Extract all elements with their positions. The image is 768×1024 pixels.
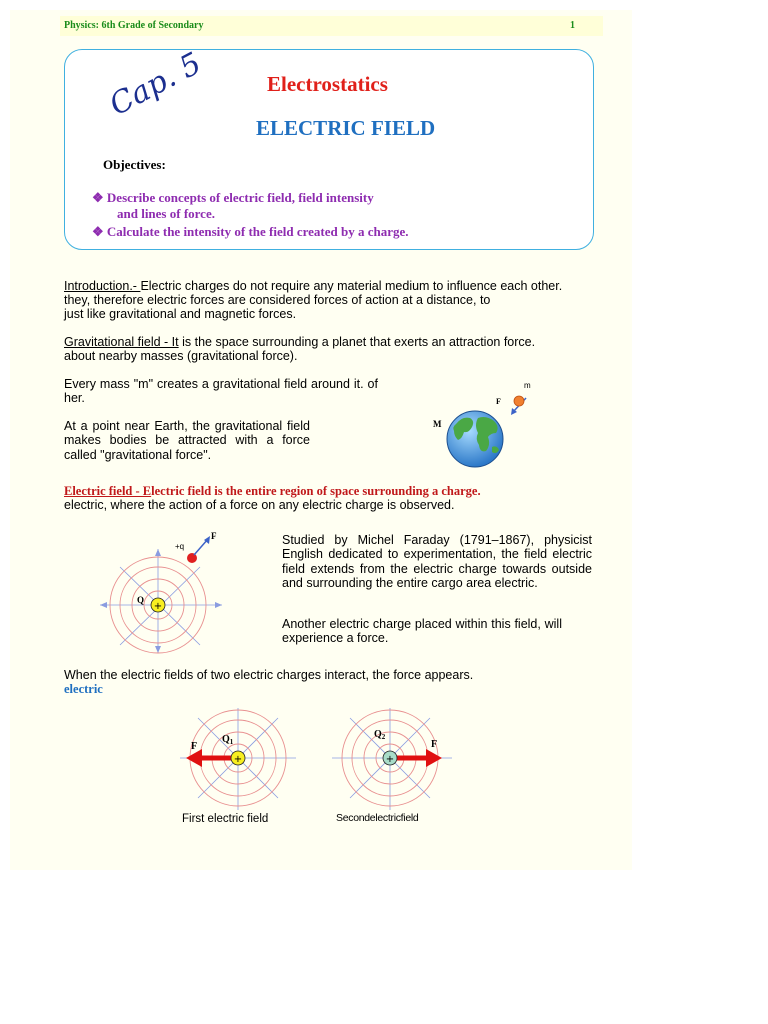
- test-charge: [187, 553, 197, 563]
- electric-force-label: F: [211, 531, 217, 541]
- test-charge-label: +q: [175, 542, 185, 551]
- intro-line-2: they, therefore electric forces are considered forces of action at a distance, to: [64, 293, 491, 307]
- chapter-subtitle: ELECTRIC FIELD: [256, 116, 436, 140]
- objective-1-line-1: ❖ Describe concepts of electric field, field intensity: [92, 190, 374, 205]
- grav-paragraph-2: Every mass "m" creates a gravitational field around it. of her.: [64, 377, 378, 406]
- efield-text-1: lectric field is the entire region of space surrounding a charge.: [151, 484, 481, 498]
- intro-line-1: [64, 279, 562, 293]
- second-force-label: F: [431, 739, 438, 750]
- interaction-line-1: When the electric fields of two electric charges interact, the force appears.: [64, 668, 474, 682]
- header-bar: [60, 16, 603, 36]
- chapter-title: Electrostatics: [267, 72, 388, 96]
- first-force-label: F: [191, 741, 198, 752]
- page-number: 1: [570, 20, 575, 31]
- field-arrow-up: [155, 549, 161, 556]
- chapter-label: Cap. 5: [104, 45, 208, 123]
- efield-label: Electric field - E: [64, 484, 152, 498]
- charge-Q1-sign: +: [233, 754, 243, 765]
- interaction-line-2: electric: [64, 682, 103, 696]
- mass-m: [514, 396, 524, 406]
- efield-line-1: [64, 484, 481, 498]
- intro-text-1: Electric charges do not require any material medium to influence each other.: [140, 279, 563, 293]
- mass-m-label: m: [524, 381, 531, 390]
- force-paragraph: Another electric charge placed within this field, will experience a force.: [282, 617, 562, 646]
- field-arrow-left: [100, 602, 107, 608]
- intro-label: Introduction.-: [64, 279, 141, 293]
- source-charge-sign: +: [153, 601, 163, 612]
- grav-line-2: about nearby masses (gravitational force).: [64, 349, 298, 363]
- earth-figure: [420, 372, 540, 472]
- second-force-arrowhead: [426, 749, 442, 767]
- gravity-force-label: F: [496, 397, 501, 406]
- grav-paragraph-3: At a point near Earth, the gravitational field makes bodies be attracted with a force called "gravitational force".: [64, 419, 310, 462]
- objective-1-line-2: and lines of force.: [117, 206, 215, 221]
- source-charge-label: Q: [137, 595, 145, 605]
- grav-text-1: is the space surrounding a planet that exerts an attraction force.: [178, 335, 536, 349]
- charge-Q2-label: $Q_2$: [374, 729, 386, 741]
- objectives-heading: Objectives:: [103, 157, 166, 172]
- header-subject: Physics: 6th Grade of Secondary: [64, 20, 204, 31]
- grav-line-1: [64, 335, 535, 349]
- single-charge-field-figure: [100, 527, 230, 657]
- grav-label: Gravitational field - It: [64, 335, 179, 349]
- earth-mass-label: M: [433, 419, 442, 429]
- first-field-figure: [176, 704, 306, 814]
- second-field-figure: [328, 704, 468, 814]
- intro-line-3: just like gravitational and magnetic forces.: [64, 307, 297, 321]
- faraday-paragraph: Studied by Michel Faraday (1791–1867), physicist English dedicated to experimentation, the field electric field extends from the electric charge towards outside and surrounding the entire cargo area electric.: [282, 533, 592, 591]
- second-field-caption: Secondelectricfield: [336, 812, 419, 824]
- earth-globe: [447, 411, 503, 467]
- first-field-caption: First electric field: [182, 813, 269, 825]
- charge-Q2-sign: +: [385, 754, 395, 765]
- field-arrow-right: [215, 602, 222, 608]
- charge-Q1-label: $Q_1$: [222, 734, 234, 746]
- efield-line-2: electric, where the action of a force on any electric charge is observed.: [64, 498, 455, 512]
- objective-2: ❖ Calculate the intensity of the field created by a charge.: [92, 224, 409, 239]
- field-arrow-down: [155, 646, 161, 653]
